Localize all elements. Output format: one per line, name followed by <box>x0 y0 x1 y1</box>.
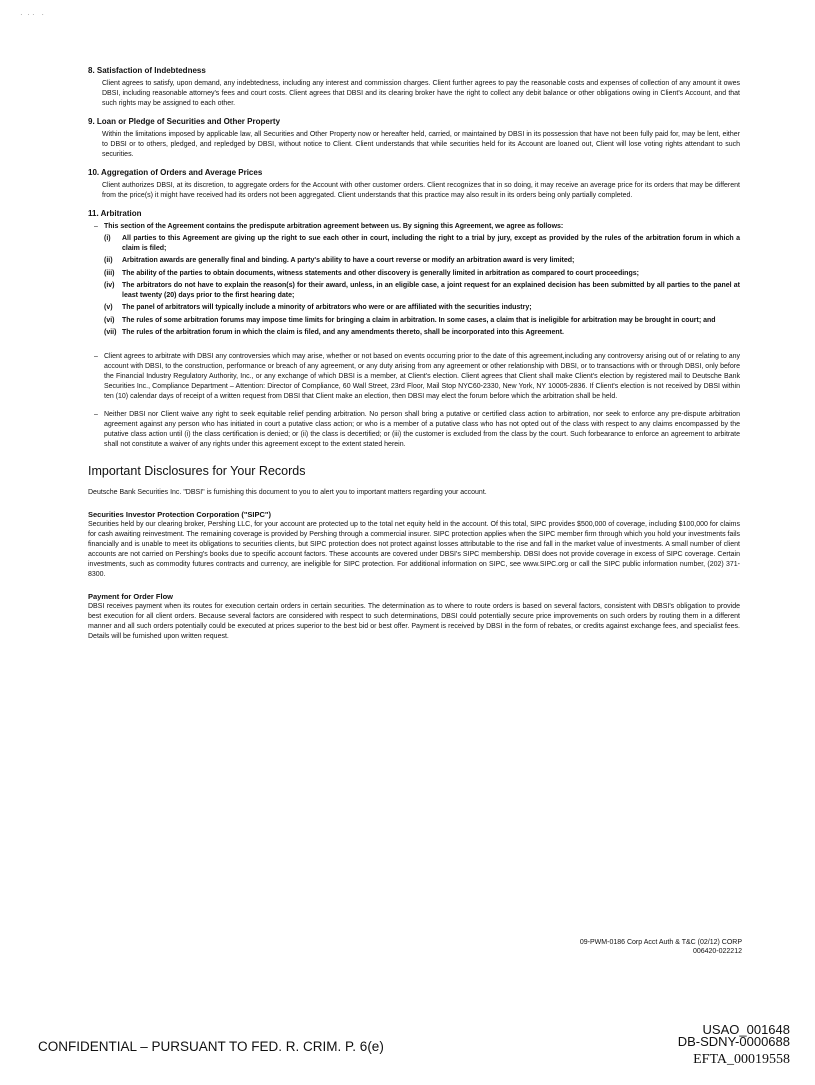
disclosures-title: Important Disclosures for Your Records <box>88 463 306 478</box>
list-item: (iv) The arbitrators do not have to explain the reason(s) for their award, unless, in an eligible case, a joint request for an explained decision has been submitted by all parties to the panel at least twenty (20) days prior to the first hearing date; <box>104 282 740 299</box>
pfof-body: DBSI receives payment when its routes for execution certain orders in certain securities. The determination as to where to route orders is based on several factors, consistent with DBSI's obligation to provide best execution for all client orders. Because several factors are considered with respect to such determinations, DBSI could potentially secure price improvements on such orders by routing them in a different manner and all such orders potentially could be executed at prices superior to the best bid or best offer. Payment is received by DBSI in the form of rebates, or credits against exchange fees, and specialist fees. Details will be furnished upon written request. <box>88 602 740 640</box>
dash-marker: – <box>94 410 98 418</box>
list-item: (vi) The rules of some arbitration forums may impose time limits for bringing a claim in arbitration. In some cases, a claim that is ineligible for arbitration may be brought in court; and <box>104 316 716 324</box>
bates-stamps <box>640 1024 790 1066</box>
arbitration-intro-text: This section of the Agreement contains the predispute arbitration agreement between us. By signing this Agreement, we agree as follows: <box>104 223 564 230</box>
arbitration-paragraph <box>94 352 740 402</box>
form-code-line: 09-PWM-0186 Corp Acct Auth & T&C (02/12) CORP <box>579 939 742 946</box>
disclosures-intro: Deutsche Bank Securities Inc. "DBSI" is furnishing this document to you to alert you to important matters regarding your account. <box>88 488 487 496</box>
section-body: Within the limitations imposed by applicable law, all Securities and Other Property now or hereafter held, carried, or maintained by DBSI in its possession that have not been fully paid for, may be lent, either to DBSI or to others, pledged, and repledged by DBSI, without notice to Client. Client understands that while securities held for its Account are loaned out, Client will lose voting rights attendant to such securities. <box>102 131 740 158</box>
section-9 <box>88 117 740 160</box>
list-item: (vii) The rules of the arbitration forum in which the claim is filed, and any amendments thereto, shall be incorporated into this Agreement. <box>104 329 564 336</box>
section-10 <box>88 168 740 201</box>
arbitration-intro <box>94 222 740 344</box>
dash-marker: – <box>94 223 98 230</box>
list-item: (v) The panel of arbitrators will typically include a minority of arbitrators who were or are affiliated with the securities industry; <box>104 304 532 311</box>
section-11-arbitration <box>88 209 740 450</box>
arbitration-paragraph-text: Neither DBSI nor Client waive any right to seek equitable relief pending arbitration. No person shall bring a putative or certified class action to arbitration, nor seek to enforce any pre-dispute arbitration agreement against any person who has initiated in court a putative class action; or who is a member of a putative class who has not opted out of the class with respect to any claims encompassed by the putative class action until (i) the class certification is denied; or (ii) the class is decertified; or (iii) the customer is excluded from the class by the court. Such forbearance to enforce an agreement to arbitrate shall not constitute a waiver of any rights under this agreement except to the extent stated herein. <box>104 410 740 448</box>
section-heading: 8. Satisfaction of Indebtedness <box>88 66 206 75</box>
sipc-body: Securities held by our clearing broker, Pershing LLC, for your account are protected up to the total net equity held in the account. Of this total, SIPC provides $500,000 of coverage, including $100,000 for claims for cash awaiting reinvestment. The remaining coverage is provided by Pershing through a commercial insurer. SIPC protection applies when the SIPC member firm through which you hold your investments fails financially and is unable to meet its obligations to securities clients, but SIPC protection does not protect against losses attributable to the rise and fall in the market value of investments. A small number of client accounts are not carried on Pershing's books due to specific account factors. These accounts are covered under DBSI's SIPC membership. DBSI does not provide coverage in excess of SIPC coverage. Certain investments, such as commodity futures contracts and currency, are ineligible for SIPC protection. For additional information on SIPC, see www.SIPC.org or call the SIPC public information number, (202) 371-8300. <box>88 520 740 578</box>
disclosures <box>88 464 740 642</box>
section-body: Client agrees to satisfy, upon demand, any indebtedness, including any interest and commission charges. Client further agrees to pay the reasonable costs and expenses of collection of any amount it owes DBSI, including reasonable attorney's fees and court costs. Client agrees that DBSI and its clearing broker have the right to collect any debit balance or other obligations owing in Client's Account, and that such rights may be assigned to each other. <box>102 80 740 107</box>
section-8 <box>88 66 740 109</box>
bates-number: DB-SDNY-0000688 <box>677 1034 790 1049</box>
arbitration-paragraph <box>94 410 740 450</box>
pfof-heading: Payment for Order Flow <box>88 591 174 601</box>
scan-specks: · · · · <box>20 10 44 19</box>
confidential-notice: CONFIDENTIAL – PURSUANT TO FED. R. CRIM. P. 6(e) <box>38 1039 384 1054</box>
form-code-line: 006420-022212 <box>692 948 742 955</box>
document-body <box>88 66 740 654</box>
list-item: (ii) Arbitration awards are generally final and binding. A party's ability to have a court reverse or modify an arbitration award is very limited; <box>104 257 575 264</box>
form-code <box>520 938 742 956</box>
dash-marker: – <box>94 352 98 360</box>
arbitration-list <box>104 234 740 338</box>
section-heading: 11. Arbitration <box>88 209 142 218</box>
section-body: Client authorizes DBSI, at its discretion, to aggregate orders for the Account with other customer orders. Client recognizes that in so doing, it may receive an average price for its orders that may be different from the price(s) it might have received had its orders not been aggregated. Client understands that this practice may also result in its orders being only partially completed. <box>102 182 740 199</box>
arbitration-paragraph-text: Client agrees to arbitrate with DBSI any controversies which may arise, whether or not based on events occurring prior to the date of this agreement,including any controversy arising out of or relating to any account with DBSI, to the construction, performance or breach of any agreement, or any duty arising from any agreement or other relationship with DBSI, or to transactions with or through DBSI, only before the Financial Industry Regulatory Authority, Inc., or any exchange of which DBSI is a member, at Client's election. Client agrees that Client shall make Client's election by registered mail to Deutsche Bank Securities Inc., Compliance Department – Attention: Director of Compliance, 60 Wall Street, 23rd Floor, Mail Stop NYC60-2330, New York, NY 10005-2836. If Client's election is not received by DBSI within ten (10) calendar days of receipt of a written request from DBSI that Client make an election, then DBSI may elect the forum before which the arbitration shall be held. <box>104 352 740 400</box>
list-item: (iii) The ability of the parties to obtain documents, witness statements and other discovery is generally limited in arbitration as compared to court proceedings; <box>104 269 639 277</box>
list-item: (i) All parties to this Agreement are giving up the right to sue each other in court, including the right to a trial by jury, except as provided by the rules of the arbitration forum in which a claim is filed; <box>104 235 740 252</box>
sipc-heading: Securities Investor Protection Corporation ("SIPC") <box>88 509 271 519</box>
section-heading: 10. Aggregation of Orders and Average Prices <box>88 168 263 177</box>
bates-number: EFTA_00019558 <box>693 1052 790 1067</box>
bates-number: USAO_001648 <box>702 1022 790 1037</box>
section-heading: 9. Loan or Pledge of Securities and Other Property <box>88 117 281 126</box>
